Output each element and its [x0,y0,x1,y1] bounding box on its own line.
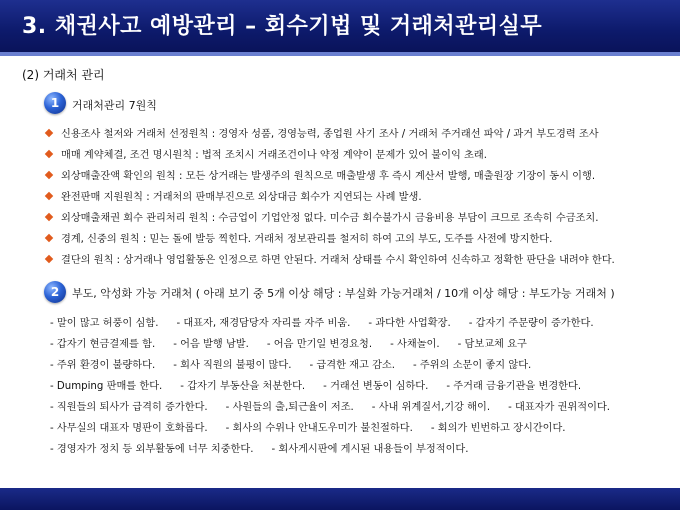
list-item-text: 신용조사 철저와 거래처 선정원칙 : 경영자 성품, 경영능력, 종업원 사기 조사 / 거래처 주거래선 파악 / 과거 부도경력 조사 [61,129,599,140]
principles-list [44,122,664,269]
sign-text: - 갑자기 현금결제를 함. [50,339,156,350]
sign-text: - 갑자기 부동산을 처분한다. [180,381,306,392]
list-item [50,332,670,353]
list-item-text: 외상매출잔액 확인의 원칙 : 모든 상거래는 발생주의 원칙으로 매출발생 후 즉시 계산서 발행, 매출원장 기장이 동시 이행. [61,171,596,182]
warning-signs-list [50,311,670,458]
list-item [50,437,670,458]
section-heading: (2) 거래처 관리 [22,68,105,82]
list-item [44,185,664,206]
number-badge-1: 1 [44,92,66,114]
sign-text: - 갑자기 주문량이 증가한다. [468,318,594,329]
sign-text: - 사무실의 대표자 명판이 호화롭다. [50,423,208,434]
list-item [44,227,664,248]
sign-text: - 주거래 금융기관을 변경한다. [446,381,582,392]
sign-text: - 주위 환경이 불량하다. [50,360,156,371]
risk-heading: 부도, 악성화 가능 거래처 ( 아래 보기 중 5개 이상 해당 : 부실화 가능거래처 / 10개 이상 해당 : 부도가능 거래처 ) [72,287,615,300]
principles-heading: 거래처관리 7원칙 [72,99,157,112]
sign-text: - 급격한 재고 감소. [309,360,396,371]
footer-bar [0,488,680,510]
page-title: 3. 채권사고 예방관리 – 회수기법 및 거래처관리실무 [22,14,543,39]
list-item [44,248,664,269]
list-item [44,122,664,143]
sign-text: - 회사 직원의 불평이 많다. [173,360,292,371]
list-item [44,164,664,185]
diamond-bullet-icon [45,233,53,241]
list-item [50,311,670,332]
list-item [50,374,670,395]
sign-text: - 거래선 변동이 심하다. [323,381,429,392]
list-item [50,416,670,437]
sign-text: - 대표자가 권위적이다. [508,402,611,413]
list-item [44,143,664,164]
sign-text: - 사내 위계질서,기강 해이. [371,402,491,413]
sign-text: - 어음 만기일 변경요청. [266,339,373,350]
sign-text: - 사원들의 출,퇴근율이 저조. [225,402,354,413]
list-item [50,395,670,416]
sign-text: - 사채놀이. [390,339,440,350]
sign-text: - 직원들의 퇴사가 급격히 증가한다. [50,402,208,413]
sign-text: - 어음 발행 남발. [173,339,249,350]
sign-text: - 주위의 소문이 좋지 않다. [413,360,532,371]
title-bar [0,0,680,52]
diamond-bullet-icon [45,254,53,262]
sign-text: - 과다한 사업확장. [368,318,451,329]
list-item [44,206,664,227]
header-divider [0,52,680,56]
number-badge-2: 2 [44,281,66,303]
list-item-text: 완전판매 지원원칙 : 거래처의 판매부진으로 외상대금 회수가 지연되는 사례 발생. [61,192,422,203]
list-item-text: 매매 계약체결, 조건 명시원칙 : 법적 조치시 거래조건이나 약정 계약이 문제가 있어 불이익 초래. [61,150,487,161]
list-item-text: 경계, 신중의 원칙 : 믿는 돌에 발등 찍힌다. 거래처 정보관리를 철저히 하여 고의 부도, 도주를 사전에 방지한다. [61,234,553,245]
diamond-bullet-icon [45,170,53,178]
sign-text: - 회사의 수위나 안내도우미가 불친절하다. [225,423,413,434]
sign-text: - 말이 많고 허풍이 심함. [50,318,159,329]
sign-text: - 담보교체 요구 [457,339,527,350]
list-item [50,353,670,374]
sign-text: - 회의가 빈번하고 장시간이다. [430,423,566,434]
sign-text: - 경영자가 정치 등 외부활동에 너무 치중한다. [50,444,254,455]
diamond-bullet-icon [45,212,53,220]
list-item-text: 외상매출채권 회수 관리처리 원칙 : 수금업이 기업안정 없다. 미수금 회수불가시 금융비용 부담이 크므로 조속히 수금조치. [61,213,599,224]
sign-text: - 회사게시판에 게시된 내용들이 부정적이다. [271,444,469,455]
diamond-bullet-icon [45,149,53,157]
list-item-text: 결단의 원칙 : 상거래나 영업활동은 인정으로 하면 안된다. 거래처 상태를 수시 확인하여 신속하고 정확한 판단을 내려야 한다. [61,255,615,266]
sign-text: - 대표자, 재경담당자 자리를 자주 비움. [176,318,351,329]
diamond-bullet-icon [45,191,53,199]
diamond-bullet-icon [45,128,53,136]
sign-text: - Dumping 판매를 한다. [50,381,163,392]
